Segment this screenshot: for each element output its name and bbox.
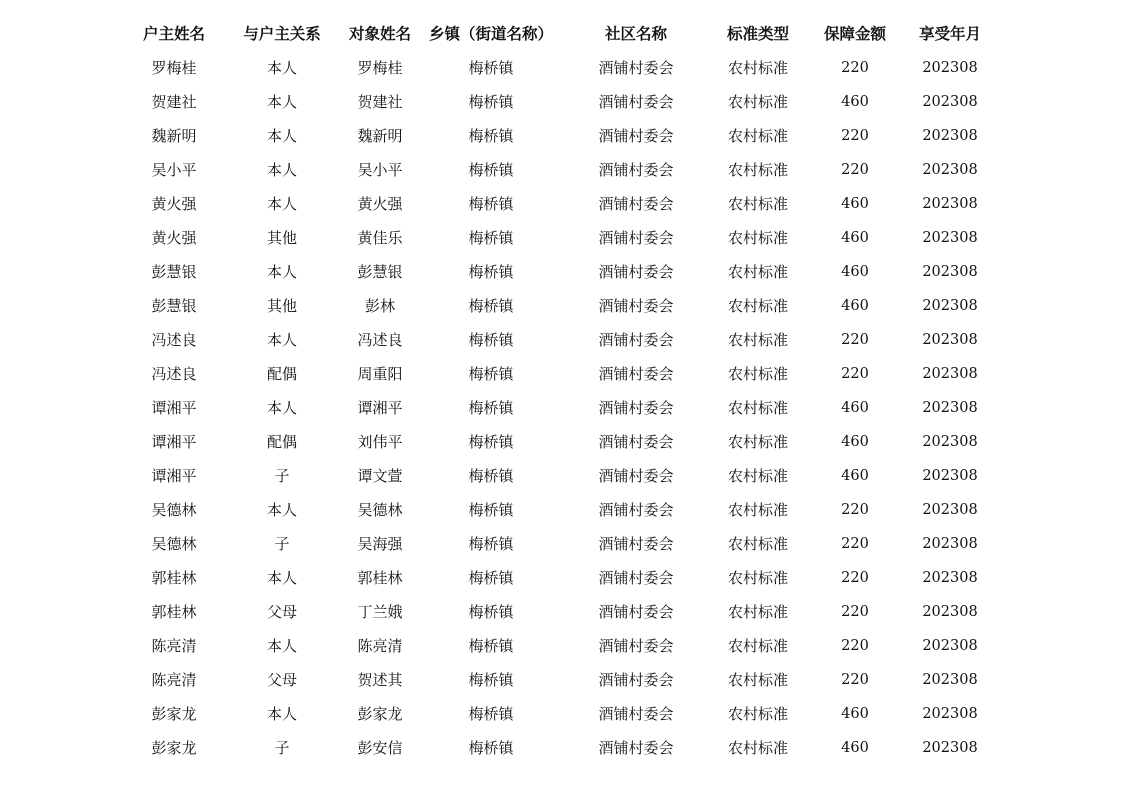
cell-person-name: 贺建社 xyxy=(357,93,403,111)
table-header-row xyxy=(0,17,1122,51)
table-row xyxy=(0,85,1122,119)
table-row xyxy=(0,731,1122,765)
cell-standard-type: 农村标准 xyxy=(727,535,788,553)
cell-amount: 460 xyxy=(841,230,869,246)
cell-town: 梅桥镇 xyxy=(468,229,514,247)
cell-relation: 本人 xyxy=(266,331,297,349)
cell-month: 202308 xyxy=(922,740,978,756)
cell-town: 梅桥镇 xyxy=(468,127,514,145)
cell-relation: 配偶 xyxy=(266,365,297,383)
cell-head-name: 贺建社 xyxy=(151,93,197,111)
cell-town: 梅桥镇 xyxy=(468,263,514,281)
table-row xyxy=(0,289,1122,323)
cell-head-name: 谭湘平 xyxy=(151,467,197,485)
cell-person-name: 谭文萱 xyxy=(357,467,403,485)
cell-month: 202308 xyxy=(922,332,978,348)
cell-town: 梅桥镇 xyxy=(468,59,514,77)
cell-standard-type: 农村标准 xyxy=(727,195,788,213)
cell-month: 202308 xyxy=(922,672,978,688)
cell-amount: 460 xyxy=(841,706,869,722)
cell-town: 梅桥镇 xyxy=(468,671,514,689)
cell-head-name: 冯述良 xyxy=(151,331,197,349)
cell-relation: 其他 xyxy=(266,297,297,315)
cell-relation: 本人 xyxy=(266,127,297,145)
cell-month: 202308 xyxy=(922,400,978,416)
header-person-name: 对象姓名 xyxy=(348,24,411,43)
cell-month: 202308 xyxy=(922,604,978,620)
table-row xyxy=(0,493,1122,527)
table-row xyxy=(0,663,1122,697)
header-town: 乡镇（街道名称） xyxy=(428,24,553,43)
cell-amount: 460 xyxy=(841,740,869,756)
table-row xyxy=(0,697,1122,731)
table-row xyxy=(0,391,1122,425)
cell-community: 酒铺村委会 xyxy=(598,297,674,315)
cell-head-name: 彭慧银 xyxy=(151,297,197,315)
header-community: 社区名称 xyxy=(604,24,667,43)
header-relation: 与户主关系 xyxy=(243,24,321,43)
cell-standard-type: 农村标准 xyxy=(727,739,788,757)
cell-community: 酒铺村委会 xyxy=(598,603,674,621)
cell-amount: 220 xyxy=(841,604,869,620)
cell-person-name: 黄佳乐 xyxy=(357,229,403,247)
cell-community: 酒铺村委会 xyxy=(598,59,674,77)
cell-town: 梅桥镇 xyxy=(468,433,514,451)
cell-amount: 220 xyxy=(841,570,869,586)
cell-person-name: 彭林 xyxy=(364,297,395,315)
table-row xyxy=(0,255,1122,289)
cell-standard-type: 农村标准 xyxy=(727,59,788,77)
table-row xyxy=(0,221,1122,255)
cell-month: 202308 xyxy=(922,536,978,552)
cell-town: 梅桥镇 xyxy=(468,569,514,587)
cell-standard-type: 农村标准 xyxy=(727,501,788,519)
cell-town: 梅桥镇 xyxy=(468,331,514,349)
cell-month: 202308 xyxy=(922,434,978,450)
cell-amount: 460 xyxy=(841,298,869,314)
cell-relation: 本人 xyxy=(266,93,297,111)
cell-head-name: 黄火强 xyxy=(151,229,197,247)
cell-person-name: 郭桂林 xyxy=(357,569,403,587)
cell-person-name: 吴小平 xyxy=(357,161,403,179)
table-row xyxy=(0,153,1122,187)
cell-month: 202308 xyxy=(922,94,978,110)
cell-town: 梅桥镇 xyxy=(468,161,514,179)
cell-standard-type: 农村标准 xyxy=(727,229,788,247)
cell-month: 202308 xyxy=(922,162,978,178)
cell-standard-type: 农村标准 xyxy=(727,399,788,417)
cell-standard-type: 农村标准 xyxy=(727,331,788,349)
cell-person-name: 刘伟平 xyxy=(357,433,403,451)
cell-community: 酒铺村委会 xyxy=(598,705,674,723)
cell-head-name: 彭慧银 xyxy=(151,263,197,281)
table-row xyxy=(0,357,1122,391)
cell-head-name: 吴小平 xyxy=(151,161,197,179)
table-row xyxy=(0,629,1122,663)
table-row xyxy=(0,51,1122,85)
table-row xyxy=(0,459,1122,493)
cell-relation: 配偶 xyxy=(266,433,297,451)
cell-person-name: 吴德林 xyxy=(357,501,403,519)
cell-standard-type: 农村标准 xyxy=(727,705,788,723)
cell-relation: 本人 xyxy=(266,637,297,655)
cell-community: 酒铺村委会 xyxy=(598,229,674,247)
cell-standard-type: 农村标准 xyxy=(727,603,788,621)
cell-community: 酒铺村委会 xyxy=(598,263,674,281)
cell-relation: 父母 xyxy=(266,671,297,689)
cell-community: 酒铺村委会 xyxy=(598,501,674,519)
cell-community: 酒铺村委会 xyxy=(598,467,674,485)
cell-month: 202308 xyxy=(922,230,978,246)
cell-standard-type: 农村标准 xyxy=(727,365,788,383)
cell-person-name: 罗梅桂 xyxy=(357,59,403,77)
cell-amount: 220 xyxy=(841,502,869,518)
cell-town: 梅桥镇 xyxy=(468,603,514,621)
cell-head-name: 魏新明 xyxy=(151,127,197,145)
cell-amount: 460 xyxy=(841,400,869,416)
cell-person-name: 彭安信 xyxy=(357,739,403,757)
cell-amount: 460 xyxy=(841,264,869,280)
cell-town: 梅桥镇 xyxy=(468,637,514,655)
cell-relation: 本人 xyxy=(266,195,297,213)
cell-amount: 220 xyxy=(841,128,869,144)
cell-community: 酒铺村委会 xyxy=(598,671,674,689)
table-row xyxy=(0,323,1122,357)
cell-standard-type: 农村标准 xyxy=(727,263,788,281)
table-row xyxy=(0,561,1122,595)
cell-town: 梅桥镇 xyxy=(468,365,514,383)
cell-month: 202308 xyxy=(922,366,978,382)
cell-amount: 220 xyxy=(841,536,869,552)
cell-town: 梅桥镇 xyxy=(468,195,514,213)
cell-amount: 460 xyxy=(841,94,869,110)
cell-month: 202308 xyxy=(922,264,978,280)
cell-relation: 本人 xyxy=(266,705,297,723)
cell-head-name: 陈亮清 xyxy=(151,671,197,689)
cell-community: 酒铺村委会 xyxy=(598,365,674,383)
table-row xyxy=(0,595,1122,629)
cell-relation: 父母 xyxy=(266,603,297,621)
cell-month: 202308 xyxy=(922,298,978,314)
cell-amount: 220 xyxy=(841,638,869,654)
cell-town: 梅桥镇 xyxy=(468,739,514,757)
cell-community: 酒铺村委会 xyxy=(598,535,674,553)
cell-town: 梅桥镇 xyxy=(468,535,514,553)
cell-person-name: 冯述良 xyxy=(357,331,403,349)
cell-town: 梅桥镇 xyxy=(468,705,514,723)
cell-month: 202308 xyxy=(922,468,978,484)
cell-person-name: 陈亮清 xyxy=(357,637,403,655)
cell-relation: 本人 xyxy=(266,569,297,587)
cell-person-name: 魏新明 xyxy=(357,127,403,145)
table-row xyxy=(0,119,1122,153)
cell-town: 梅桥镇 xyxy=(468,467,514,485)
cell-town: 梅桥镇 xyxy=(468,501,514,519)
cell-person-name: 丁兰娥 xyxy=(357,603,403,621)
cell-standard-type: 农村标准 xyxy=(727,671,788,689)
cell-relation: 子 xyxy=(274,467,290,485)
table-row xyxy=(0,527,1122,561)
cell-head-name: 黄火强 xyxy=(151,195,197,213)
cell-standard-type: 农村标准 xyxy=(727,297,788,315)
cell-amount: 460 xyxy=(841,196,869,212)
cell-person-name: 谭湘平 xyxy=(357,399,403,417)
cell-month: 202308 xyxy=(922,128,978,144)
header-standard-type: 标准类型 xyxy=(726,24,789,43)
cell-head-name: 谭湘平 xyxy=(151,433,197,451)
cell-person-name: 周重阳 xyxy=(357,365,403,383)
table-row xyxy=(0,425,1122,459)
cell-person-name: 吴海强 xyxy=(357,535,403,553)
cell-standard-type: 农村标准 xyxy=(727,127,788,145)
cell-community: 酒铺村委会 xyxy=(598,93,674,111)
cell-head-name: 郭桂林 xyxy=(151,569,197,587)
cell-person-name: 黄火强 xyxy=(357,195,403,213)
cell-amount: 460 xyxy=(841,434,869,450)
cell-relation: 子 xyxy=(274,535,290,553)
cell-amount: 220 xyxy=(841,162,869,178)
cell-community: 酒铺村委会 xyxy=(598,127,674,145)
cell-community: 酒铺村委会 xyxy=(598,195,674,213)
cell-relation: 本人 xyxy=(266,399,297,417)
cell-community: 酒铺村委会 xyxy=(598,433,674,451)
cell-month: 202308 xyxy=(922,638,978,654)
cell-person-name: 贺述其 xyxy=(357,671,403,689)
cell-head-name: 陈亮清 xyxy=(151,637,197,655)
cell-standard-type: 农村标准 xyxy=(727,161,788,179)
cell-relation: 本人 xyxy=(266,263,297,281)
cell-head-name: 彭家龙 xyxy=(151,705,197,723)
cell-relation: 本人 xyxy=(266,59,297,77)
cell-amount: 460 xyxy=(841,468,869,484)
cell-town: 梅桥镇 xyxy=(468,297,514,315)
cell-head-name: 彭家龙 xyxy=(151,739,197,757)
cell-head-name: 吴德林 xyxy=(151,501,197,519)
cell-community: 酒铺村委会 xyxy=(598,739,674,757)
cell-standard-type: 农村标准 xyxy=(727,569,788,587)
cell-standard-type: 农村标准 xyxy=(727,433,788,451)
header-amount: 保障金额 xyxy=(823,24,886,43)
table-row xyxy=(0,187,1122,221)
cell-month: 202308 xyxy=(922,196,978,212)
cell-standard-type: 农村标准 xyxy=(727,93,788,111)
cell-month: 202308 xyxy=(922,502,978,518)
cell-head-name: 罗梅桂 xyxy=(151,59,197,77)
cell-head-name: 郭桂林 xyxy=(151,603,197,621)
cell-community: 酒铺村委会 xyxy=(598,161,674,179)
header-head-name: 户主姓名 xyxy=(142,24,205,43)
cell-standard-type: 农村标准 xyxy=(727,637,788,655)
cell-person-name: 彭慧银 xyxy=(357,263,403,281)
cell-amount: 220 xyxy=(841,366,869,382)
cell-head-name: 冯述良 xyxy=(151,365,197,383)
cell-person-name: 彭家龙 xyxy=(357,705,403,723)
cell-head-name: 吴德林 xyxy=(151,535,197,553)
cell-community: 酒铺村委会 xyxy=(598,399,674,417)
cell-amount: 220 xyxy=(841,60,869,76)
cell-relation: 本人 xyxy=(266,161,297,179)
cell-relation: 子 xyxy=(274,739,290,757)
cell-amount: 220 xyxy=(841,332,869,348)
header-month: 享受年月 xyxy=(918,24,981,43)
cell-head-name: 谭湘平 xyxy=(151,399,197,417)
cell-month: 202308 xyxy=(922,60,978,76)
cell-relation: 本人 xyxy=(266,501,297,519)
cell-month: 202308 xyxy=(922,706,978,722)
cell-community: 酒铺村委会 xyxy=(598,637,674,655)
cell-amount: 220 xyxy=(841,672,869,688)
cell-town: 梅桥镇 xyxy=(468,93,514,111)
cell-month: 202308 xyxy=(922,570,978,586)
cell-standard-type: 农村标准 xyxy=(727,467,788,485)
cell-community: 酒铺村委会 xyxy=(598,569,674,587)
cell-town: 梅桥镇 xyxy=(468,399,514,417)
cell-relation: 其他 xyxy=(266,229,297,247)
cell-community: 酒铺村委会 xyxy=(598,331,674,349)
